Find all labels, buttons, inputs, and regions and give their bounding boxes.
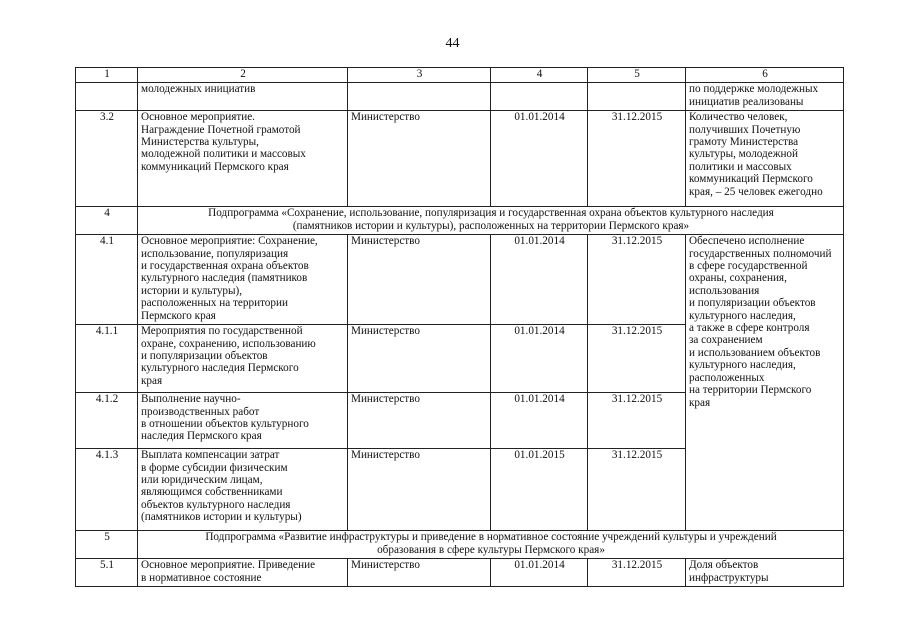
end-date: 31.12.2015 (588, 393, 686, 449)
table-row (76, 83, 844, 111)
responsible-org: Министерство (348, 235, 491, 325)
responsible-org: Министерство (348, 449, 491, 531)
start-date: 01.01.2014 (491, 111, 588, 207)
header-cell: 1 (76, 68, 138, 83)
responsible-org: Министерство (348, 325, 491, 393)
header-cell: 2 (138, 68, 348, 83)
start-date: 01.01.2014 (491, 559, 588, 587)
subprogram-row (76, 207, 844, 235)
table-row (76, 111, 844, 207)
header-cell: 3 (348, 68, 491, 83)
end-date: 31.12.2015 (588, 449, 686, 531)
measure-description: Мероприятия по государственной охране, сохранению, использованию и популяризации объектов культурного наследия Пермского края (138, 325, 348, 393)
subprogram-title: Подпрограмма «Развитие инфраструктуры и приведение в нормативное состояние учреждений культуры и учреждений образования в сфере культуры Пермского края» (138, 531, 844, 559)
header-cell: 4 (491, 68, 588, 83)
responsible-org: Министерство (348, 559, 491, 587)
start-date: 01.01.2014 (491, 235, 588, 325)
end-date (588, 83, 686, 111)
table-row (76, 235, 844, 325)
measure-description: Выполнение научно- производственных работ в отношении объектов культурного наследия Пермского края (138, 393, 348, 449)
header-cell: 6 (686, 68, 844, 83)
row-number: 4.1.2 (76, 393, 138, 449)
page-number: 44 (445, 36, 460, 51)
expected-result: Обеспечено исполнение государственных полномочий в сфере государственной охраны, сохранения, использования и популяризации объектов культурного наследия, а также в сфере контроля за сохранением и использованием объектов культурного наследия, расположенных на территории Пермского края (686, 235, 844, 531)
measure-description: Основное мероприятие. Награждение Почетной грамотой Министерства культуры, молодежной политики и массовых коммуникаций Пермского края (138, 111, 348, 207)
row-number (76, 83, 138, 111)
subprogram-title: Подпрограмма «Сохранение, использование, популяризация и государственная охрана объектов культурного наследия (памятников истории и культуры), расположенных на территории Пермского края» (138, 207, 844, 235)
responsible-org: Министерство (348, 111, 491, 207)
end-date: 31.12.2015 (588, 559, 686, 587)
measure-description: молодежных инициатив (138, 83, 348, 111)
row-number: 4.1.1 (76, 325, 138, 393)
header-cell: 5 (588, 68, 686, 83)
row-number: 5.1 (76, 559, 138, 587)
row-number: 4.1.3 (76, 449, 138, 531)
start-date (491, 83, 588, 111)
end-date: 31.12.2015 (588, 111, 686, 207)
table-row (76, 559, 844, 587)
row-number: 3.2 (76, 111, 138, 207)
end-date: 31.12.2015 (588, 235, 686, 325)
expected-result: Доля объектов инфраструктуры (686, 559, 844, 587)
subprogram-row (76, 531, 844, 559)
responsible-org: Министерство (348, 393, 491, 449)
measure-description: Основное мероприятие: Сохранение, использование, популяризация и государственная охрана объектов культурного наследия (памятников истории и культуры), расположенных на территории Пермского края (138, 235, 348, 325)
start-date: 01.01.2014 (491, 325, 588, 393)
expected-result: по поддержке молодежных инициатив реализованы (686, 83, 844, 111)
start-date: 01.01.2014 (491, 393, 588, 449)
row-number: 4.1 (76, 235, 138, 325)
measure-description: Выплата компенсации затрат в форме субсидии физическим или юридическим лицам, являющимся собственниками объектов культурного наследия (памятников истории и культуры) (138, 449, 348, 531)
expected-result: Количество человек, получивших Почетную грамоту Министерства культуры, молодежной политики и массовых коммуникаций Пермского края, – 25 человек ежегодно (686, 111, 844, 207)
measures-table (75, 67, 844, 587)
responsible-org (348, 83, 491, 111)
row-number: 5 (76, 531, 138, 559)
start-date: 01.01.2015 (491, 449, 588, 531)
measure-description: Основное мероприятие. Приведение в нормативное состояние (138, 559, 348, 587)
table-header-row (76, 68, 844, 83)
end-date: 31.12.2015 (588, 325, 686, 393)
row-number: 4 (76, 207, 138, 235)
